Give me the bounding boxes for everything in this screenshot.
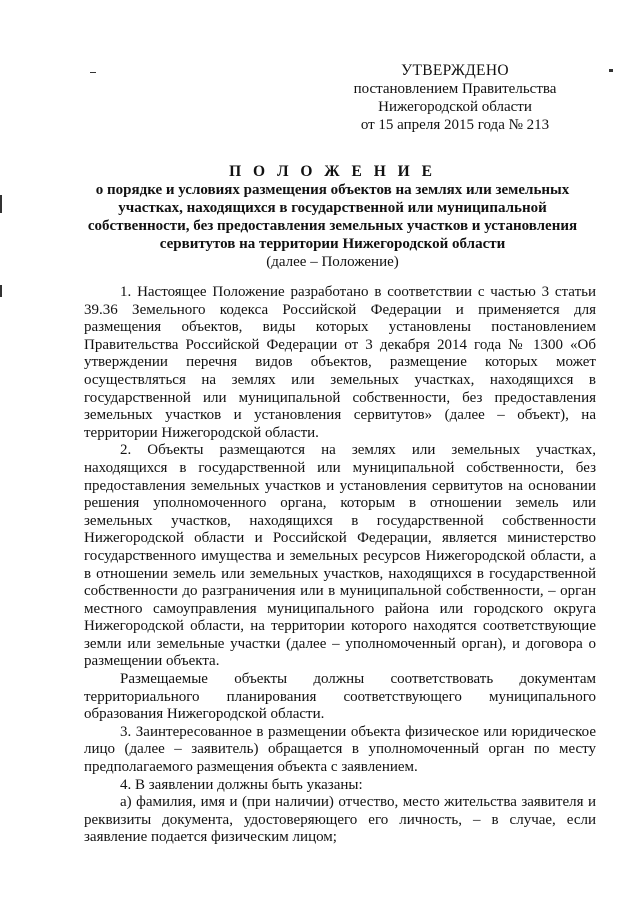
approval-stamp-block xyxy=(330,62,580,134)
document-title: П О Л О Ж Е Н И Е xyxy=(229,163,436,180)
paragraph-3: 3. Заинтересованное в размещении объекта физическое или юридическое лицо (далее – заявитель) обращается в уполномоченный орган по месту предполагаемого размещения объекта с заявлением. xyxy=(84,723,596,776)
approval-line-2: Нижегородской области xyxy=(378,99,532,115)
paragraph-2: 2. Объекты размещаются на землях или земельных участках, находящихся в государственной или муниципальной собственности, без предоставления земельных участков и установления сервитутов на основании решения уполномоченного органа, которым в отношении земель или земельных участков, находящихся в государственной собственности Нижегородской области и Российской Федерации, является министерство государственного имущества и земельных ресурсов Нижегородской области, а в отношении земель или земельных участков, находящихся в государственной собственности до разграничения или в муниципальной собственности, – орган местного самоуправления муниципального района или городского округа Нижегородской области, на территории которого находятся соответствующие земли или земельные участки (далее – уполномоченный орган), и договора о размещении объекта. xyxy=(84,442,596,670)
approval-line-3: от 15 апреля 2015 года № 213 xyxy=(360,117,550,133)
paragraph-1: 1. Настоящее Положение разработано в соответствии с частью 3 статьи 39.36 Земельного кодекса Российской Федерации и применяется для размещения объектов, виды которых установлены постановлением Правительства Российской Федерации от 3 декабря 2014 года № 1300 «Об утверждении перечня видов объектов, размещение которых может осуществляться на землях или земельных участках, находящихся в государственной или муниципальной собственности, без предоставления земельных участков и установления сервитутов» (далее – объект), на территории Нижегородской области. xyxy=(84,284,596,441)
scan-edge-mark-1 xyxy=(0,195,2,213)
approval-line-1: постановлением Правительства xyxy=(353,81,557,97)
paragraph-4a: а) фамилия, имя и (при наличии) отчество, место жительства заявителя и реквизиты документа, удостоверяющего его личность, – в случае, если заявление подается физическим лицом; xyxy=(84,794,596,846)
document-subtitle: о порядке и условиях размещения объектов на землях или земельных участках, находящихся в государственной или муниципальной собственности, без предоставления земельных участков и установления сервитутов на территории Нижегородской области xyxy=(87,182,578,252)
paragraph-2-continuation: Размещаемые объекты должны соответствовать документам территориального планирования соответствующего муниципального образования Нижегородской области. xyxy=(84,671,596,723)
document-title-block xyxy=(70,163,595,271)
document-body xyxy=(84,284,596,847)
scan-mark-right xyxy=(609,69,613,72)
approval-heading: УТВЕРЖДЕНО xyxy=(401,62,509,79)
scan-edge-mark-2 xyxy=(0,285,2,297)
scan-mark-left xyxy=(90,72,96,73)
paragraph-4: 4. В заявлении должны быть указаны: xyxy=(120,776,363,793)
document-title-note: (далее – Положение) xyxy=(266,254,399,270)
